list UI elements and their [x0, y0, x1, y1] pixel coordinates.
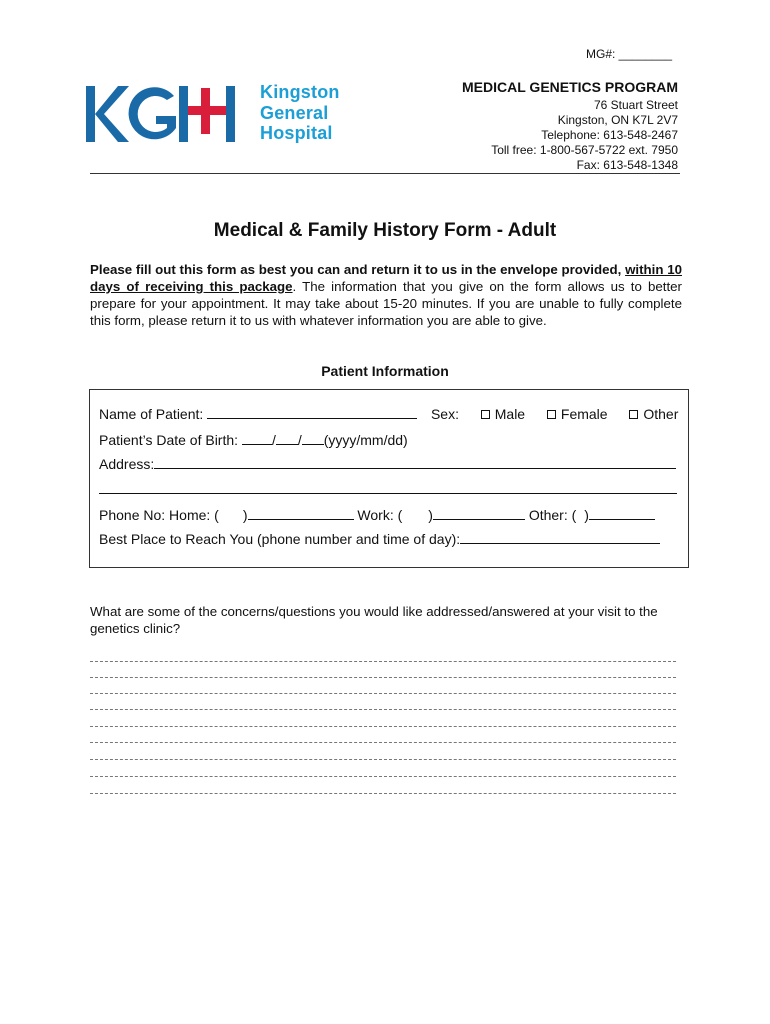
address-line-2: Kingston, ON K7L 2V7: [557, 113, 678, 127]
male-label: Male: [494, 406, 526, 422]
answer-line[interactable]: [90, 677, 676, 678]
best-place-label: Best Place to Reach You (phone number and time of day):: [99, 531, 461, 547]
name-field[interactable]: [207, 405, 417, 419]
hospital-name-line-2: General: [260, 102, 329, 123]
telephone: Telephone: 613-548-2467: [541, 128, 678, 142]
intro-rest: . The information that you give on the form allows us to better prepare for your appointment. It may take about 15-20 minutes. If you are unable to fully complete this form, please return it to us with whatever information you are able to give.: [90, 279, 682, 328]
paren: ): [428, 507, 433, 523]
dob-day-field[interactable]: [302, 431, 324, 445]
hospital-name-line-1: Kingston: [260, 82, 340, 102]
address-row-2: [99, 480, 677, 497]
dob-month-field[interactable]: [276, 431, 298, 445]
address-label: Address:: [99, 456, 155, 472]
intro-bold: Please fill out this form as best you can and return it to us in the envelope provided,: [90, 262, 622, 277]
fax: Fax: 613-548-1348: [576, 158, 678, 172]
answer-line[interactable]: [90, 793, 676, 794]
checkbox-male[interactable]: [481, 410, 490, 419]
address-row: [99, 455, 676, 472]
hospital-name: [260, 82, 340, 144]
toll-free: Toll free: 1-800-567-5722 ext. 7950: [491, 143, 678, 157]
dob-year-field[interactable]: [242, 431, 272, 445]
answer-line[interactable]: [90, 742, 676, 743]
checkbox-female[interactable]: [547, 410, 556, 419]
paren: ): [242, 507, 248, 523]
dob-label: Patient’s Date of Birth:: [99, 432, 239, 448]
answer-line[interactable]: [90, 693, 676, 694]
phone-home-field[interactable]: [248, 506, 354, 520]
phone-work-field[interactable]: [433, 506, 525, 520]
female-label: Female: [560, 406, 608, 422]
program-contact-block: [462, 79, 678, 173]
answer-line[interactable]: [90, 726, 676, 727]
checkbox-other[interactable]: [629, 410, 638, 419]
intro-paragraph: [90, 261, 682, 329]
phone-other-label: Other: (: [528, 507, 577, 523]
answer-line[interactable]: [90, 709, 676, 710]
answer-line[interactable]: [90, 661, 676, 662]
answer-line[interactable]: [90, 759, 676, 760]
patient-info-title: Patient Information: [321, 363, 449, 379]
concerns-question: What are some of the concerns/questions you would like addressed/answered at your visit to the genetics clinic?: [90, 604, 658, 636]
header-divider: [90, 173, 680, 174]
best-place-row: [99, 530, 660, 547]
other-sex-label: Other: [643, 406, 679, 422]
intro-deadline: within 10 days of receiving this package: [90, 262, 682, 294]
phone-row: [99, 506, 655, 523]
address-line-1: 76 Stuart Street: [593, 98, 678, 112]
address-field-2[interactable]: [99, 480, 677, 494]
hospital-name-line-3: Hospital: [260, 123, 333, 143]
name-label: Name of Patient:: [99, 406, 204, 422]
dob-format: (yyyy/mm/dd): [323, 432, 408, 448]
answer-line[interactable]: [90, 776, 676, 777]
best-place-field[interactable]: [460, 530, 660, 544]
dob-row: Patient’s Date of Birth: / / (yyyy/mm/dd): [99, 432, 408, 448]
phone-work-label: Work: (: [357, 507, 403, 523]
kgh-logo: [86, 84, 246, 151]
form-title: Medical & Family History Form - Adult: [213, 220, 557, 241]
program-title: MEDICAL GENETICS PROGRAM: [462, 79, 678, 95]
paren: ): [584, 507, 589, 523]
sex-label: Sex:: [430, 406, 459, 422]
name-sex-row: [99, 405, 678, 422]
phone-other-field[interactable]: [589, 506, 655, 520]
address-field-1[interactable]: [154, 455, 676, 469]
phone-home-label: Phone No: Home: (: [99, 507, 219, 523]
mg-number-field[interactable]: MG#: ________: [586, 47, 673, 61]
